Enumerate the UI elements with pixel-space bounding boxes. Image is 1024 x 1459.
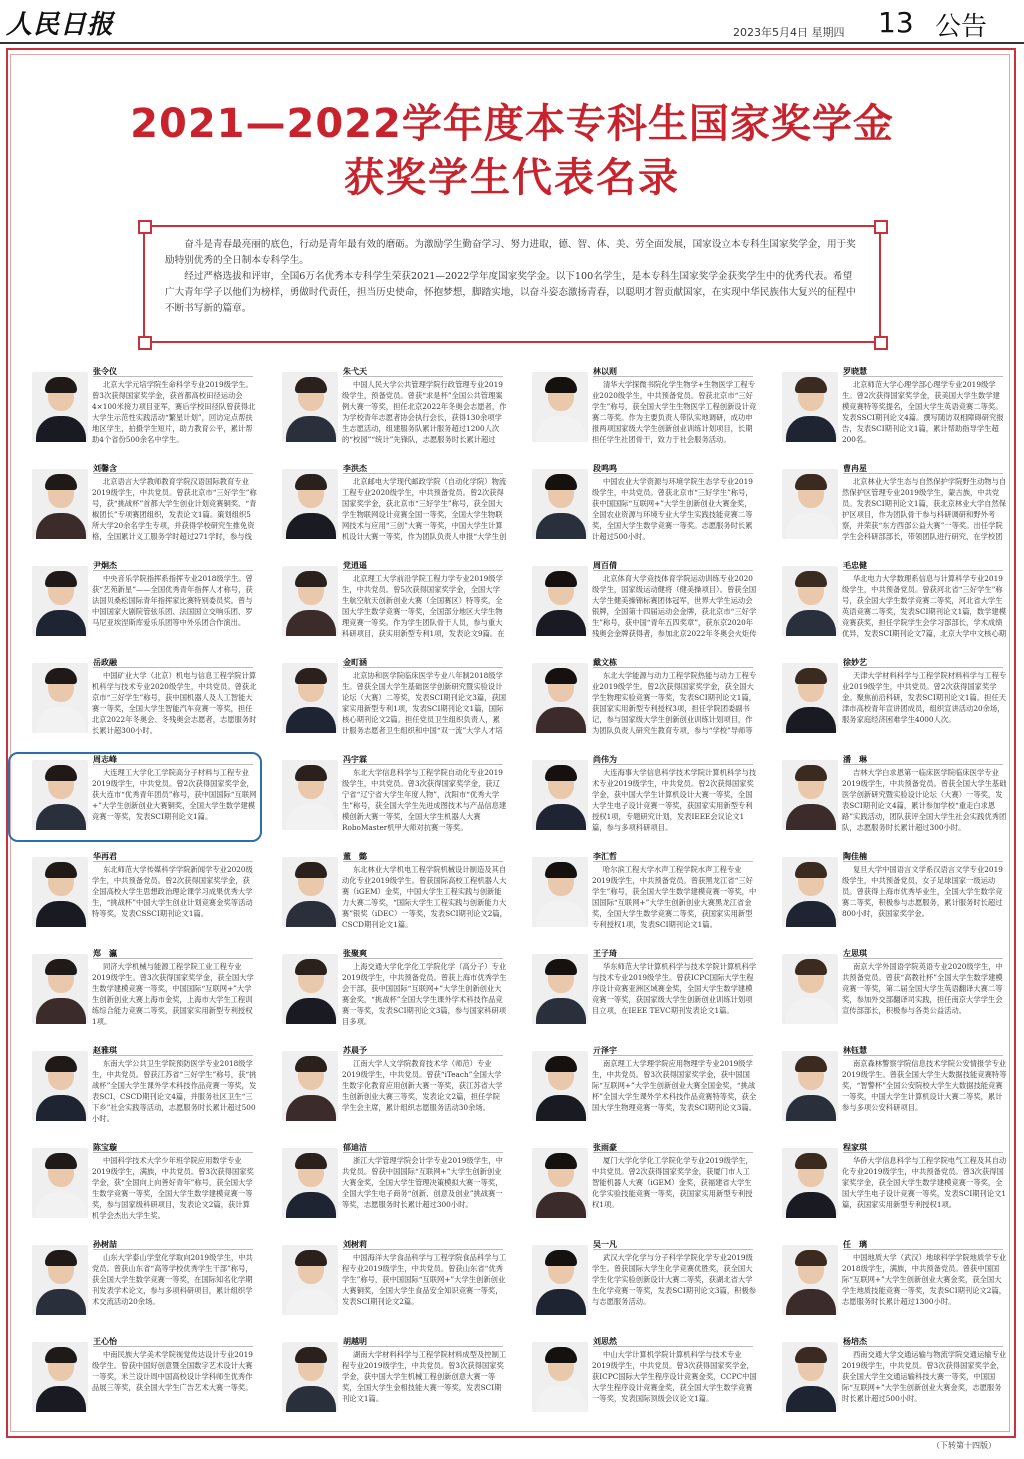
student-bio: 东北师范大学传媒科学学院新闻学专业2020级学生，中共预备党员。曾2次获得国家奖学金，获全国高校大学生思想政治理论课学习成果优秀大学生，“挑战杯”中国大学生创业计划竞赛金奖等活动特等奖，发表CSSCI期刊论文1篇。 [92, 865, 253, 918]
student-photo [782, 857, 838, 927]
issue-date: 2023年5月4日 星期四 [733, 26, 845, 39]
student-card [10, 837, 260, 934]
student-bio: 复旦大学中国语言文学系汉语言文学专业2019级学生，中共预备党员，女子足球国家一级运动员。曾获得上海市优秀毕业生，全国大学生数学竞赛二等奖，积极参与志愿服务，累计服务时长超过800小时，获国家奖学金。 [842, 865, 1003, 918]
student-card [10, 1128, 260, 1225]
student-photo [32, 372, 88, 442]
student-name: 李洪杰 [343, 464, 367, 473]
student-name: 尹炯杰 [93, 561, 117, 570]
corner-ornament [138, 336, 152, 350]
student-bio: 上海交通大学化学化工学院化学（高分子）专业2019级学生，中共预备党员。曾获上海市优秀学生会干部，获中国国际“互联网+”大学生创新创业大赛金奖，“挑战杯”全国大学生课外学术科技作品竞赛一等奖，发表SCI期刊论文3篇，参与国家科研项目多项。 [342, 962, 507, 1026]
student-name: 王子琦 [593, 949, 617, 958]
student-photo [32, 663, 88, 733]
student-photo [282, 1342, 338, 1412]
student-card [260, 1031, 510, 1128]
student-photo [532, 566, 588, 636]
student-bio: 大连理工大学化工学院高分子材料与工程专业2019级学生，中共党员。曾2次获得国家奖学金，获大连市“优秀青年团员”称号，获中国国际“互联网+”大学生创新创业大赛铜奖，全国大学生数学建模竞赛一等奖，发表SCI期刊论文1篇。 [92, 768, 257, 821]
student-bio: 东南大学公共卫生学院预防医学专业2018级学生，中共党员。曾获江苏省“三好学生”称号，获“挑战杯”全国大学生课外学术科技作品竞赛一等奖，发表SCI、CSCD期刊论文4篇，并服务社区卫生“三下乡”社会实践等活动，志愿服务时长累计超过500小时。 [92, 1059, 257, 1123]
name-divider [93, 376, 253, 377]
student-card [260, 837, 510, 934]
student-name: 党逍遥 [343, 561, 367, 570]
student-name: 徐妙艺 [843, 658, 867, 667]
name-divider [343, 1346, 503, 1347]
student-bio: 南京理工大学理学院应用物理学专业2019级学生，中共党员。曾3次获得国家奖学金，获中国国际“互联网+”大学生创新创业大赛全国金奖，“挑战杯”全国大学生课外学术科技作品竞赛特等奖，获全国大学生物理竞赛一等奖，发表SCI期刊论文3篇。 [592, 1059, 757, 1112]
student-bio: 大连海事大学信息科学技术学院计算机科学与技术专业2019级学生，中共党员。曾2次获得国家奖学金，获中国大学生计算机设计大赛一等奖，全国大学生电子设计竞赛一等奖，获国家实用新型专利授权1项，专题研究计划，发表IEEE会议论文1篇，参与多项科研项目。 [592, 768, 757, 832]
student-photo [282, 469, 338, 539]
student-card [260, 740, 510, 837]
student-card [10, 546, 260, 643]
student-card [510, 1322, 760, 1419]
student-bio: 吉林大学白求恩第一临床医学院临床医学专业2019级学生，中共预备党员。曾获全国大学生基础医学创新研究暨实验设计论坛（大赛）一等奖，发表SCI期刊论文4篇，累计参加学校“重走白求恩路”实践活动，团队获评全国大学生社会实践优秀团队，志愿服务时长累计超过300小时。 [842, 768, 1007, 832]
student-name: 岳政融 [93, 658, 117, 667]
student-bio: 北京大学元培学院生命科学专业2019级学生。曾3次获得国家奖学金，获首都高校田径运动会4×100米接力项目亚军，赛后学校田径队曾获得北大学生示范性实践活动“繁星计划”，回访定点帮扶地区学生，拍摄学生短片，助力教育公平，累计帮助4个省份500余名中学生。 [92, 380, 256, 444]
student-bio: 东北大学能源与动力工程学院热能与动力工程专业2019级学生。曾2次获得国家奖学金，获全国大学生物理实验竞赛一等奖，发表SCI期刊论文1篇，获国家实用新型专利授权3项，担任学院团委副书记，参与国家级大学生创新创业训练计划项目，作为团队负责人研究生教育专项，参与“学校”导师等 [592, 671, 757, 735]
name-divider [593, 570, 753, 571]
student-photo [532, 1342, 588, 1412]
student-bio: 中国科学技术大学少年班学院应用数学专业2019级学生，满族，中共党员。曾3次获得国家奖学金，获“全国向上向善好青年”称号，获全国大学生数学竞赛一等奖，全国大学生数学建模竞赛一等奖，参与国家级科研项目，发表论文2篇，获计算机学会杰出大学生奖。 [92, 1156, 254, 1220]
student-bio: 武汉大学化学与分子科学学院化学专业2019级学生。曾获国际大学生化学竞赛优胜奖，获全国大学生化学实验创新设计大赛二等奖，获湖北省大学生化学竞赛一等奖，发表SCI期刊论文3篇，积极参与志愿服务活动。 [592, 1253, 757, 1306]
student-bio: 天津大学材料科学与工程学院材料科学与工程专业2019级学生，中共党员。曾2次获得国家奖学金。聚焦前沿科研，发表SCI期刊论文1篇。担任天津市高校青年宣讲团成员，组织宣讲活动20余场，服务家庭经济困难学生4000人次。 [842, 671, 1007, 724]
student-photo [32, 1051, 88, 1121]
student-card [760, 1322, 1010, 1419]
student-bio: 华北电力大学数理系信息与计算科学专业2019级学生，中共预备党员。曾获河北省“三好学生”称号，获全国大学生数学竞赛二等奖，河北省大学生英语竞赛二等奖，发表SCI期刊论文1篇，数学建模竞赛获奖，担任学院学生会学习部部长，学术成绩优异，发表SCI期刊论文7篇，北京大学中文核心期 [842, 574, 1007, 638]
student-card [510, 740, 760, 837]
student-card [10, 934, 260, 1031]
corner-ornament [874, 336, 888, 350]
student-photo [282, 954, 338, 1024]
student-card [260, 1225, 510, 1322]
student-card [760, 546, 1010, 643]
student-bio: 中国海洋大学食品科学与工程学院食品科学与工程专业2019级学生，中共党员。曾获山东省“优秀学生”称号，获中国国际“互联网+”大学生创新创业大赛铜奖，全国大学生食品安全知识竞赛一等奖，发表SCI期刊论文2篇。 [342, 1253, 507, 1306]
name-divider [93, 1152, 253, 1153]
student-photo [32, 857, 88, 927]
student-name: 李汇哲 [593, 852, 617, 861]
student-photo [532, 760, 588, 830]
student-bio: 东北大学信息科学与工程学院自动化专业2019级学生，中共党员。曾3次获得国家奖学金，获辽宁省“辽宁省大学生年度人物”，沈阳市“优秀大学生”称号，获全国大学生先进成图技术与产品信息建模创新大赛一等奖，全国大学生机器人大赛RoboMaster机甲大师对抗赛一等奖。 [342, 768, 507, 832]
student-card [760, 1031, 1010, 1128]
name-divider [343, 958, 503, 959]
name-divider [593, 764, 753, 765]
student-photo [782, 372, 838, 442]
student-photo [282, 663, 338, 733]
student-name: 赵雅琪 [93, 1046, 117, 1055]
name-divider [93, 570, 253, 571]
student-name: 张令仪 [93, 367, 117, 376]
student-card [10, 1322, 260, 1419]
student-bio: 中国农业大学资源与环境学院生态学专业2019级学生，中共党员。曾获北京市“三好学生”称号，获中国国际“互联网+”大学生创新创业大赛金奖，全国农业资源与环境专业大学生实践技能竞赛二等奖，全国大学生数学竞赛一等奖。志愿服务时长累计超过500小时。 [592, 477, 753, 541]
student-name: 亓泽宇 [593, 1046, 617, 1055]
newspaper-logo: 人民日报 [6, 10, 115, 40]
student-photo [32, 1245, 88, 1315]
student-bio: 中国人民大学公共管理学院行政管理专业2019级学生，预备党员。曾获“求是杯”全国公共管理案例大赛一等奖，担任北京2022年冬奥会志愿者，作为学校青年志愿者协会执行会长，获得130余项学生志愿活动，组建服务队累计服务超过1200人次的“校园”“统计”先锋队，志愿服务时长累计超过 [342, 380, 507, 444]
name-divider [343, 376, 503, 377]
student-card [510, 934, 760, 1031]
student-bio: 同济大学机械与能源工程学院工业工程专业2019级学生。曾3次获得国家奖学金，获全国大学生数学建模竞赛一等奖，中国国际“互联网+”大学生创新创业大赛上海市金奖，上海市大学生工程训练综合能力竞赛二等奖，获国家实用新型专利授权1项。 [92, 962, 254, 1026]
name-divider [843, 1249, 1003, 1250]
student-card [10, 643, 260, 740]
student-name: 张聚爽 [343, 949, 367, 958]
student-card [760, 449, 1010, 546]
student-photo [532, 1245, 588, 1315]
student-card [260, 934, 510, 1031]
student-photo [782, 1245, 838, 1315]
student-card [10, 449, 260, 546]
name-divider [843, 764, 1003, 765]
name-divider [843, 376, 1003, 377]
student-name: 孙树喆 [93, 1240, 117, 1249]
page-title-line2: 获奖学生代表名录 [344, 155, 680, 201]
student-card [260, 1128, 510, 1225]
name-divider [843, 861, 1003, 862]
name-divider [843, 958, 1003, 959]
student-card [510, 837, 760, 934]
student-photo [282, 760, 338, 830]
name-divider [343, 1152, 503, 1153]
student-bio: 北京体育大学竞技体育学院运动训练专业2020级学生，国家级运动健将（健美操项目）。曾获全国大学生健美操锦标赛团体冠军，世界大学生运动会银牌，全国第十四届运动会金牌，获北京市“三好学生”称号，获中国“青年五四奖章”，获东京2020年残奥会金牌获得者，参加北京2022年冬奥会火炬传 [592, 574, 757, 638]
intro-box [143, 225, 881, 343]
student-name: 段鸣鸣 [593, 464, 617, 473]
student-bio: 北京林业大学生态与自然保护学院野生动物与自然保护区管理专业2019级学生，蒙古族，中共党员。发表SCI期刊论文1篇，获北京林业大学自然保护区项目，作为团队骨干参与科研调研和野外考察，并荣获“东方西部公益大赛”一等奖。出任学院学生会科研部部长，带领团队进行研究，在学校团 [842, 477, 1007, 541]
student-bio: 中央音乐学院指挥系指挥专业2018级学生。曾获“艺苑新星”——全国优秀青年指挥人才称号，获法国贝桑松国际青年指挥家比赛特别委员奖。曾与中国国家大剧院管弦乐团、法国国立交响乐团、罗马尼亚埃涅斯库爱乐乐团等中外乐团合作演出。 [92, 574, 253, 627]
student-bio: 江南大学人文学院教育技术学（师范）专业2019级学生，中共党员。曾获“iTeach”全国大学生数字化教育应用创新大赛一等奖，获江苏省大学生创新创业大赛三等奖，发表论文2篇，担任学院学生会主席，累计组织志愿服务活动30余场。 [342, 1059, 503, 1112]
student-bio: 南京大学外国语学院英语专业2020级学生，中共预备党员。曾获“高教社杯”全国大学生数学建模竞赛一等奖，第二届全国大学生英语翻译大赛二等奖，参加外交部翻译司实践，担任南京大学学生会宣传部部长，积极参与各类公益活动。 [842, 962, 1003, 1015]
student-bio: 清华大学探微书院化学生物学+生物医学工程专业2020级学生，中共预备党员。曾获北京市“三好学生”称号，获全国大学生生物医学工程创新设计竞赛二等奖。作为主要负责人带队实地调研，成功申报两项国家级大学生创新创业训练计划项目，长期担任学生社团骨干，致力于社会服务活动。 [592, 380, 757, 444]
name-divider [593, 376, 753, 377]
continued-note: （下转第十四版） [932, 1441, 996, 1450]
student-card [760, 352, 1010, 449]
student-bio: 北京邮电大学现代邮政学院（自动化学院）物流工程专业2020级学生，中共预备党员。曾2次获得国家奖学金，获北京市“三好学生”称号，获全国大学生物联网设计竞赛全国一等奖，全国大学生物联网技术与应用“三创”大赛一等奖，中国大学生计算机设计大赛一等奖，作为团队负责人申报“大学生创 [342, 477, 507, 541]
student-photo [782, 566, 838, 636]
student-name: 陈宝璇 [93, 1143, 117, 1152]
student-name: 周志峰 [93, 755, 117, 764]
student-photo [782, 954, 838, 1024]
student-card [260, 449, 510, 546]
student-photo [282, 857, 338, 927]
student-card [260, 352, 510, 449]
name-divider [93, 667, 253, 668]
name-divider [343, 473, 503, 474]
masthead [0, 0, 1024, 44]
student-bio: 哈尔滨工程大学水声工程学院水声工程专业2019级学生，中共预备党员。曾获黑龙江省“三好学生”称号，获全国大学生数学建模竞赛一等奖，中国国际“互联网+”大学生创新创业大赛黑龙江省金奖，全国大学生数学竞赛二等奖，获国家实用新型专利授权1项，发表SCI期刊论文1篇。 [592, 865, 757, 929]
name-divider [593, 861, 753, 862]
student-photo [782, 760, 838, 830]
student-name: 程家琪 [843, 1143, 867, 1152]
name-divider [843, 1152, 1003, 1153]
name-divider [343, 1055, 503, 1056]
name-divider [93, 1249, 253, 1250]
student-photo [282, 1051, 338, 1121]
name-divider [593, 1346, 753, 1347]
name-divider [843, 1346, 1003, 1347]
student-bio: 东北林业大学机电工程学院机械设计制造及其自动化专业2019级学生。曾获国际高校工程机器人大赛（iGEM）金奖，中国大学生工程实践与创新能力大赛二等奖，“国际大学生工程实践与创新能力大赛”银奖（iDEC）一等奖，发表SCI期刊论文2篇，CSCD期刊论文1篇。 [342, 865, 507, 929]
student-bio: 浙江大学管理学院会计学专业2019级学生，中共党员。曾获中国国际“互联网+”大学生创新创业大赛金奖，全国大学生管理决策模拟大赛一等奖，全国大学生电子商务“创新、创意及创业”挑战赛一等奖，志愿服务时长累计超过300小时。 [342, 1156, 503, 1209]
student-name: 吴一凡 [593, 1240, 617, 1249]
student-bio: 华侨大学信息科学与工程学院电气工程及其自动化专业2019级学生，中共预备党员。曾3次获得国家奖学金，获全国大学生数学建模竞赛一等奖，全国大学生电子设计竞赛一等奖，发表SCI期刊论文1篇，获国家实用新型专利授权1项。 [842, 1156, 1007, 1209]
student-name: 毛忠健 [843, 561, 867, 570]
page-title-line1: 2021—2022学年度本专科生国家奖学金 [130, 101, 894, 147]
highlight-box [8, 752, 262, 842]
student-photo [532, 857, 588, 927]
name-divider [593, 1152, 753, 1153]
student-bio: 中山大学计算机学院计算机科学与技术专业2019级学生，中共党员。曾3次获得国家奖学金，获ICPC国际大学生程序设计竞赛金奖，CCPC中国大学生程序设计竞赛金奖，获全国大学生数学竞赛一等奖，发表国际顶级会议论文1篇。 [592, 1350, 757, 1403]
student-card [510, 1031, 760, 1128]
student-name: 罗晓慧 [843, 367, 867, 376]
student-bio: 北京协和医学院临床医学专业八年制2018级学生。曾获全国大学生基础医学创新研究暨实验设计论坛（大赛）二等奖，发表SCI期刊论文3篇，获国家实用新型专利1项，发表SCI期刊论文1篇，国际核心期刊论文2篇。担任党员卫生组织负责人，累计服务志愿者卫生组织和中国“双一流”大学人才培 [342, 671, 507, 735]
student-photo [782, 1148, 838, 1218]
name-divider [343, 570, 503, 571]
student-name: 华再君 [93, 852, 117, 861]
student-name: 苏晨予 [343, 1046, 367, 1055]
student-photo [532, 469, 588, 539]
student-bio: 北京师范大学心理学部心理学专业2019级学生。曾2次获得国家奖学金，获美国大学生数学建模竞赛特等奖提名，全国大学生英语竞赛二等奖。发表SSCI期刊论文4篇。撰写随访双相障碍研究报告，发表SCI期刊论文1篇，累计帮助指导学生超200名。 [842, 380, 1004, 444]
name-divider [593, 958, 753, 959]
student-bio: 北京理工大学前沿学院工程力学专业2019级学生，中共党员。曾5次获得国家奖学金，全国大学生航空航天创新创业大赛（全国赛区）特等奖，全国大学生数学竞赛一等奖，全国部分地区大学生物理竞赛一等奖。作为学生团队骨干人员，参与重大科研项目，获实用新型专利1项，发表论文9篇。在 [342, 574, 505, 638]
student-name: 左思琪 [843, 949, 867, 958]
student-name: 胡越明 [343, 1337, 367, 1346]
student-name: 刘馨含 [93, 464, 117, 473]
name-divider [593, 473, 753, 474]
name-divider [343, 667, 503, 668]
student-card [10, 1225, 260, 1322]
page-number: 13 [878, 6, 914, 39]
intro-paragraph: 奋斗是青春最亮丽的底色，行动是青年最有效的磨砺。为激励学生勤奋学习、努力进取，德、智、体、美、劳全面发展，国家设立本专科生国家奖学金，用于奖励特别优秀的全日制本专科学生。 [165, 239, 856, 266]
student-name: 林以则 [593, 367, 617, 376]
student-bio: 中国地质大学（武汉）地球科学学院地质学专业2018级学生，满族，中共预备党员。曾获中国国际“互联网+”大学生创新创业大赛金奖，获全国大学生地质技能竞赛一等奖，发表SCI期刊论文2篇，志愿服务时长累计超过1300小时。 [842, 1253, 1007, 1306]
student-name: 朱弋天 [343, 367, 367, 376]
header-rule [0, 42, 1024, 44]
student-card [260, 546, 510, 643]
student-photo [782, 663, 838, 733]
student-name: 曹冉星 [843, 464, 867, 473]
student-name: 潘 琳 [843, 755, 867, 764]
student-bio: 中南民族大学美术学院视觉传达设计专业2019级学生。曾获中国好创意暨全国数字艺术设计大赛一等奖，米兰设计周中国高校设计学科师生优秀作品展三等奖，获全国大学生广告艺术大赛一等奖。 [92, 1350, 253, 1392]
student-card [510, 1225, 760, 1322]
student-photo [532, 1148, 588, 1218]
student-name: 尚伟为 [593, 755, 617, 764]
student-photo [282, 372, 338, 442]
name-divider [93, 1346, 253, 1347]
student-card [510, 1128, 760, 1225]
student-name: 董 懿 [343, 852, 367, 861]
student-card [510, 352, 760, 449]
section-name: 公告 [935, 12, 988, 42]
student-bio: 北京语言大学教师教育学院汉语国际教育专业2019级学生，中共党员。曾获北京市“三好学生”称号，获“挑战杯”首都大学生创业计划竞赛铜奖、“青椒团长”专项赛团组织，发表论文1篇。策划组织5所大学20余名学生专项，并获得学校研究生推免资格，全国累计义工服务学时超过271学时，参与线 [92, 477, 257, 541]
name-divider [593, 1249, 753, 1250]
name-divider [593, 667, 753, 668]
student-photo [32, 566, 88, 636]
student-name: 任 璃 [843, 1240, 867, 1249]
name-divider [93, 861, 253, 862]
student-name: 刘思然 [593, 1337, 617, 1346]
student-photo [532, 954, 588, 1024]
name-divider [843, 667, 1003, 668]
student-name: 杨培杰 [843, 1337, 867, 1346]
student-bio: 中国矿业大学（北京）机电与信息工程学院计算机科学与技术专业2020级学生，中共党员。曾获北京市“三好学生”称号，获中国机器人及人工智能大赛一等奖，全国大学生智能汽车竞赛一等奖，担任北京2022年冬奥会、冬残奥会志愿者，志愿服务时长累计超300小时。 [92, 671, 257, 735]
name-divider [343, 764, 503, 765]
student-name: 郁迪洁 [343, 1143, 367, 1152]
student-bio: 华东师范大学计算机科学与技术学院计算机科学与技术专业2019级学生。曾获ICPC国际大学生程序设计竞赛亚洲区域赛金奖，全国大学生数学建模竞赛一等奖，获国家级大学生创新创业训练计划项目立项，在IEEE TEVC期刊发表论文1篇。 [592, 962, 757, 1015]
student-name: 刘树莉 [343, 1240, 367, 1249]
student-photo [782, 469, 838, 539]
student-name: 郑 瀛 [93, 949, 117, 958]
student-bio: 厦门大学化学化工学院化学专业2019级学生，中共党员。曾2次获得国家奖学金，获厦门市人工智能机器人大赛（iGEM）金奖，获福建省大学生化学实验技能竞赛一等奖，获国家实用新型专利授权1项。 [592, 1156, 753, 1209]
student-card [10, 1031, 260, 1128]
student-bio: 西南交通大学交通运输与物流学院交通运输专业2019级学生，中共党员。曾3次获得国家奖学金，获全国大学生交通运输科技大赛一等奖，中国国际“互联网+”大学生创新创业大赛金奖，志愿服务时长累计超过500小时。 [842, 1350, 1007, 1403]
student-card [260, 643, 510, 740]
student-card [760, 740, 1010, 837]
name-divider [93, 958, 253, 959]
student-photo [32, 469, 88, 539]
student-card [760, 643, 1010, 740]
student-card [510, 449, 760, 546]
student-card [10, 352, 260, 449]
student-name: 林钰慧 [843, 1046, 867, 1055]
name-divider [843, 570, 1003, 571]
student-photo [32, 954, 88, 1024]
student-photo [32, 1342, 88, 1412]
student-photo [532, 372, 588, 442]
student-photo [282, 566, 338, 636]
student-bio: 湖南大学材料科学与工程学院材料成型及控制工程专业2019级学生，中共党员。曾3次获得国家奖学金，获中国大学生机械工程创新创意大赛一等奖，全国大学生金相技能大赛一等奖，发表SCI期刊论文1篇。 [342, 1350, 507, 1403]
intro-paragraph: 经过严格选拔和评审，全国6万名优秀本专科学生荣获2021—2022学年度国家奖学金。以下100名学生，是本专科生国家奖学金获奖学生中的优秀代表。希望广大青年学子以他们为榜样，勇做时代责任，担当历史使命，怀抱梦想，脚踏实地，以奋斗姿态激扬青春，以聪明才智贡献国家，在实现中华民族伟大复兴的征程中不断书写新的篇章。 [165, 271, 856, 314]
corner-ornament [874, 220, 888, 234]
student-card [760, 837, 1010, 934]
student-card [760, 1225, 1010, 1322]
student-photo [782, 1342, 838, 1412]
student-photo [532, 663, 588, 733]
student-photo [532, 1051, 588, 1121]
student-name: 周百倩 [593, 561, 617, 570]
student-photo [782, 1051, 838, 1121]
name-divider [93, 1055, 253, 1056]
student-photo [282, 1148, 338, 1218]
name-divider [93, 473, 253, 474]
student-card [260, 1322, 510, 1419]
name-divider [843, 1055, 1003, 1056]
student-card [510, 546, 760, 643]
student-name: 冯宇霖 [343, 755, 367, 764]
student-card [510, 643, 760, 740]
student-bio: 山东大学泰山学堂化学取向2019级学生，中共党员。曾获山东省“高等学校优秀学生干部”称号，获全国大学生数学竞赛一等奖，在国际知名化学期刊发表学术论文，参与多项科研项目，累计组织学术交流活动20余场。 [92, 1253, 253, 1306]
student-name: 戴文栋 [593, 658, 617, 667]
name-divider [593, 1055, 753, 1056]
student-bio: 南京森林警察学院信息技术学院公安情报学专业2019级学生。曾获全国大学生大数据技能竞赛特等奖，“智警杯”全国公安院校大学生大数据技能竞赛一等奖，中国大学生计算机设计大赛二等奖，累计参与多项公安科研项目。 [842, 1059, 1007, 1112]
student-card [760, 1128, 1010, 1225]
student-photo [32, 1148, 88, 1218]
name-divider [343, 861, 503, 862]
student-name: 金町涵 [343, 658, 367, 667]
name-divider [343, 1249, 503, 1250]
student-photo [282, 1245, 338, 1315]
student-name: 张雨豪 [593, 1143, 617, 1152]
student-card [760, 934, 1010, 1031]
corner-ornament [138, 220, 152, 234]
student-name: 陶佳楠 [843, 852, 867, 861]
name-divider [843, 473, 1003, 474]
student-name: 王心怡 [93, 1337, 117, 1346]
